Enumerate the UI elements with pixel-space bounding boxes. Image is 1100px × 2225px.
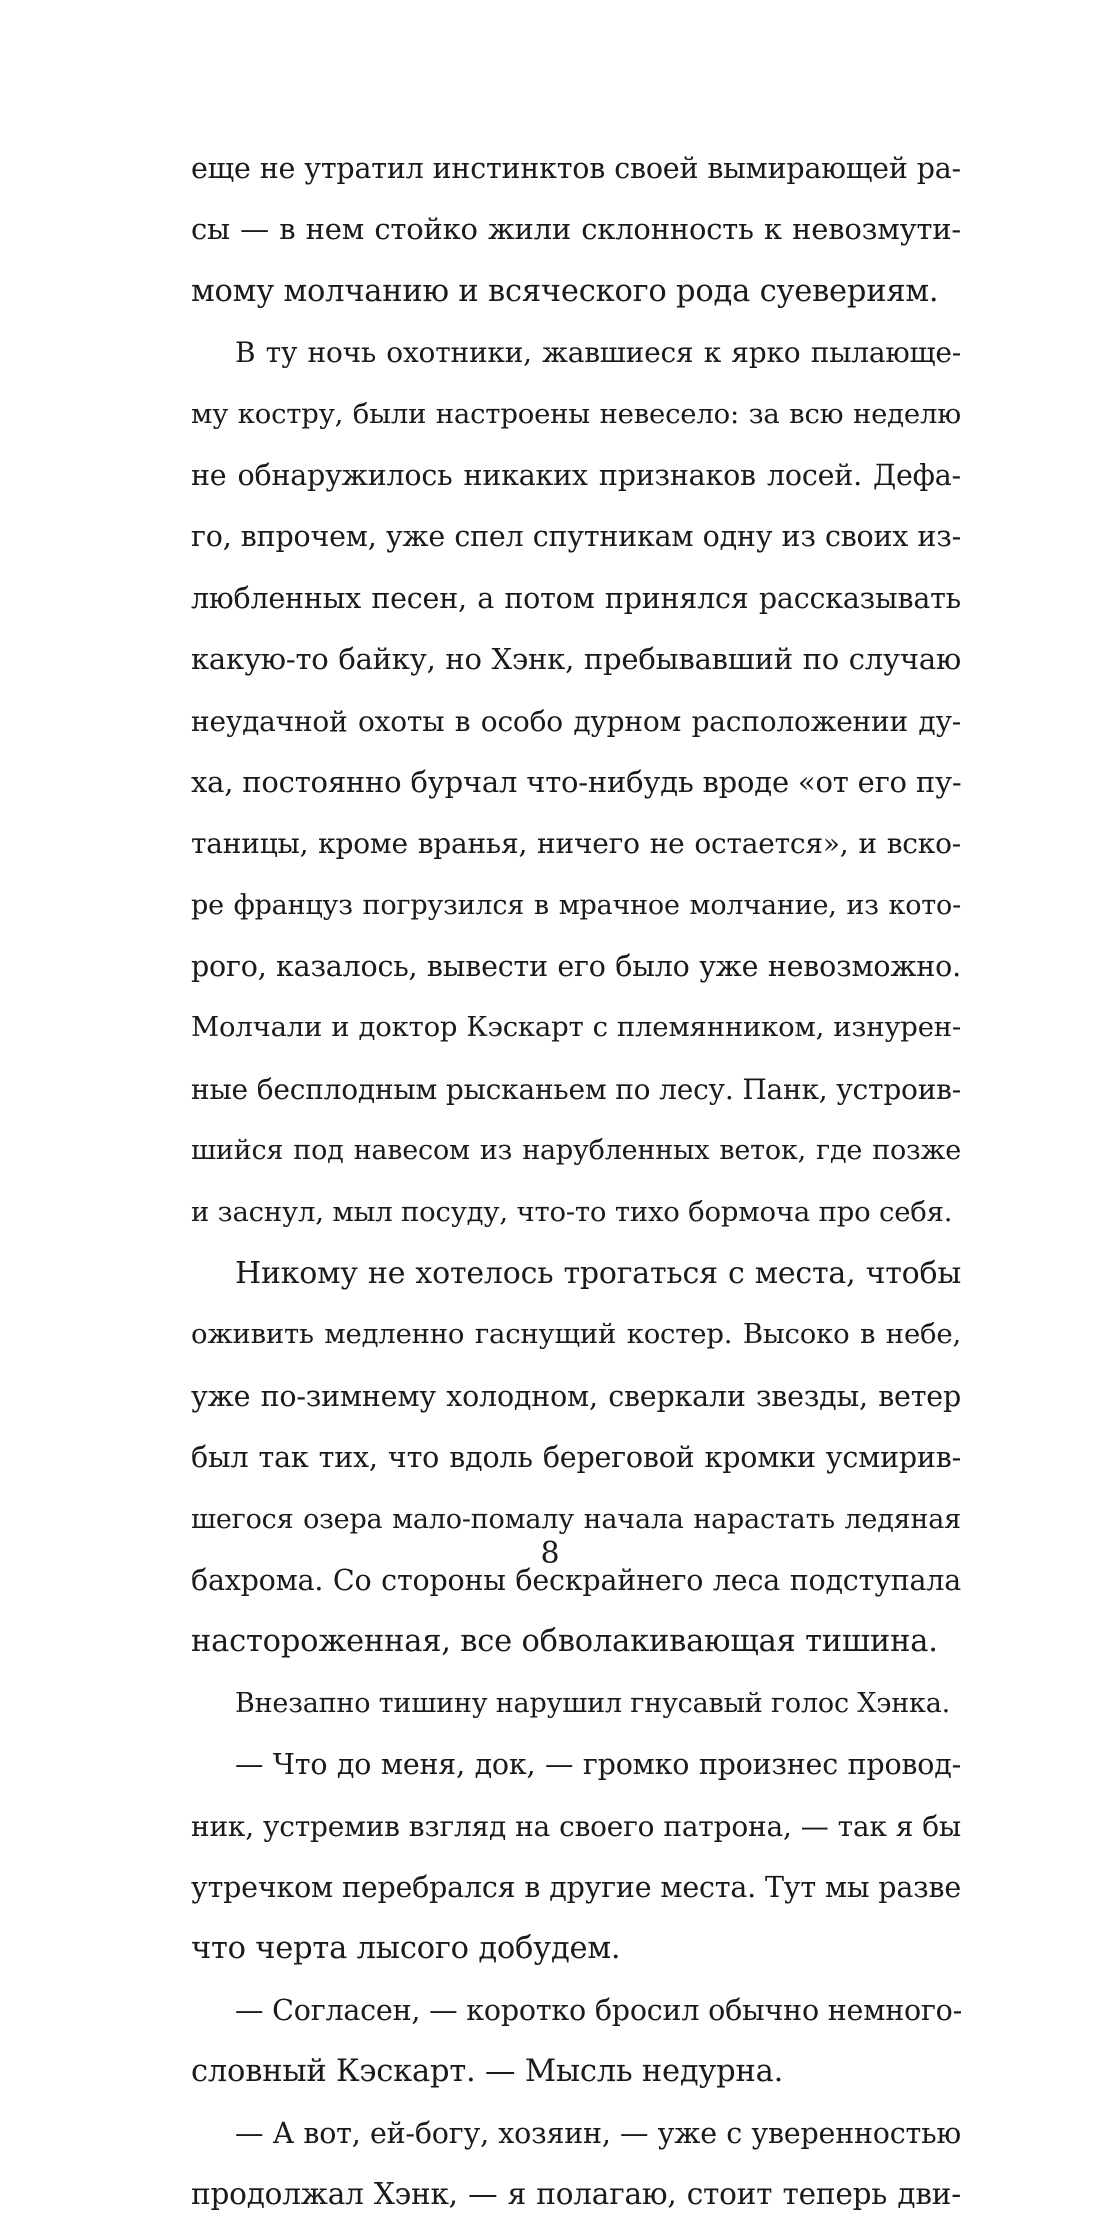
text-line: какую-то байку, но Хэнк, пребывавший по случаю	[191, 642, 961, 677]
text-line: утречком перебрался в другие места. Тут мы разве	[191, 1870, 961, 1904]
text-line: сы — в нем стойко жили склонность к невозмути-	[191, 212, 961, 247]
text-line: уже по-зимнему холодном, сверкали звезды, ветер	[191, 1379, 961, 1413]
text-line: ные бесплодным рысканьем по лесу. Панк, устроив-	[191, 1072, 961, 1106]
text-line: ха, постоянно бурчал что-нибудь вроде «от его пу-	[191, 764, 962, 799]
text-line: еще не утратил инстинктов своей вымирающей ра-	[191, 152, 961, 185]
text-line: оживить медленно гаснущий костер. Высоко в небе,	[191, 1318, 961, 1351]
text-line: рого, казалось, вывести его было уже невозможно.	[191, 950, 961, 984]
text-line: любленных песен, а потом принялся рассказывать	[191, 581, 961, 615]
text-line: Внезапно тишину нарушил гнусавый голос Хэнка.	[235, 1687, 950, 1719]
body-text	[191, 138, 961, 2225]
text-line: мому молчанию и всяческого рода суевериям.	[191, 273, 939, 309]
text-line: — Согласен, — коротко бросил обычно немного-	[235, 1993, 963, 2027]
text-line: ре француз погрузился в мрачное молчание, из кото-	[191, 889, 961, 921]
text-line: и заснул, мыл посуду, что-то тихо бормоча про себя.	[191, 1195, 953, 1228]
page-number: 8	[540, 1536, 560, 1571]
text-line: Молчали и доктор Кэскарт с племянником, изнурен-	[191, 1011, 961, 1044]
text-line: шегося озера мало-помалу начала нарастать ледяная	[191, 1503, 961, 1535]
text-line: настороженная, все обволакивающая тишина.	[191, 1624, 938, 1660]
text-line: Никому не хотелось трогаться с места, чтобы	[235, 1256, 961, 1292]
text-line: не обнаружилось никаких признаков лосей. Дефа-	[191, 458, 961, 492]
text-line: таницы, кроме вранья, ничего не остается», и вско-	[191, 827, 961, 861]
text-line: продолжал Хэнк, — я полагаю, стоит теперь дви-	[191, 2176, 961, 2211]
text-line: был так тих, что вдоль береговой кромки усмирив-	[191, 1441, 961, 1475]
text-line: — Что до меня, док, — громко произнес провод-	[235, 1748, 961, 1782]
text-line: ник, устремив взгляд на своего патрона, — так я бы	[191, 1809, 961, 1843]
text-line: шийся под навесом из нарубленных веток, где позже	[191, 1135, 961, 1167]
text-line: что черта лысого добудем.	[191, 1931, 621, 1967]
text-line: — А вот, ей-богу, хозяин, — уже с уверенностью	[235, 2116, 961, 2150]
text-line: му костру, были настроены невесело: за всю неделю	[191, 397, 961, 430]
text-line: го, впрочем, уже спел спутникам одну из своих из-	[191, 520, 961, 554]
text-line: В ту ночь охотники, жавшиеся к ярко пылающе-	[235, 336, 961, 370]
text-line: неудачной охоты в особо дурном расположении ду-	[191, 704, 961, 738]
text-line: словный Кэскарт. — Мысль недурна.	[191, 2054, 784, 2090]
text-line: бахрома. Со стороны бескрайнего леса подступала	[191, 1563, 961, 1597]
